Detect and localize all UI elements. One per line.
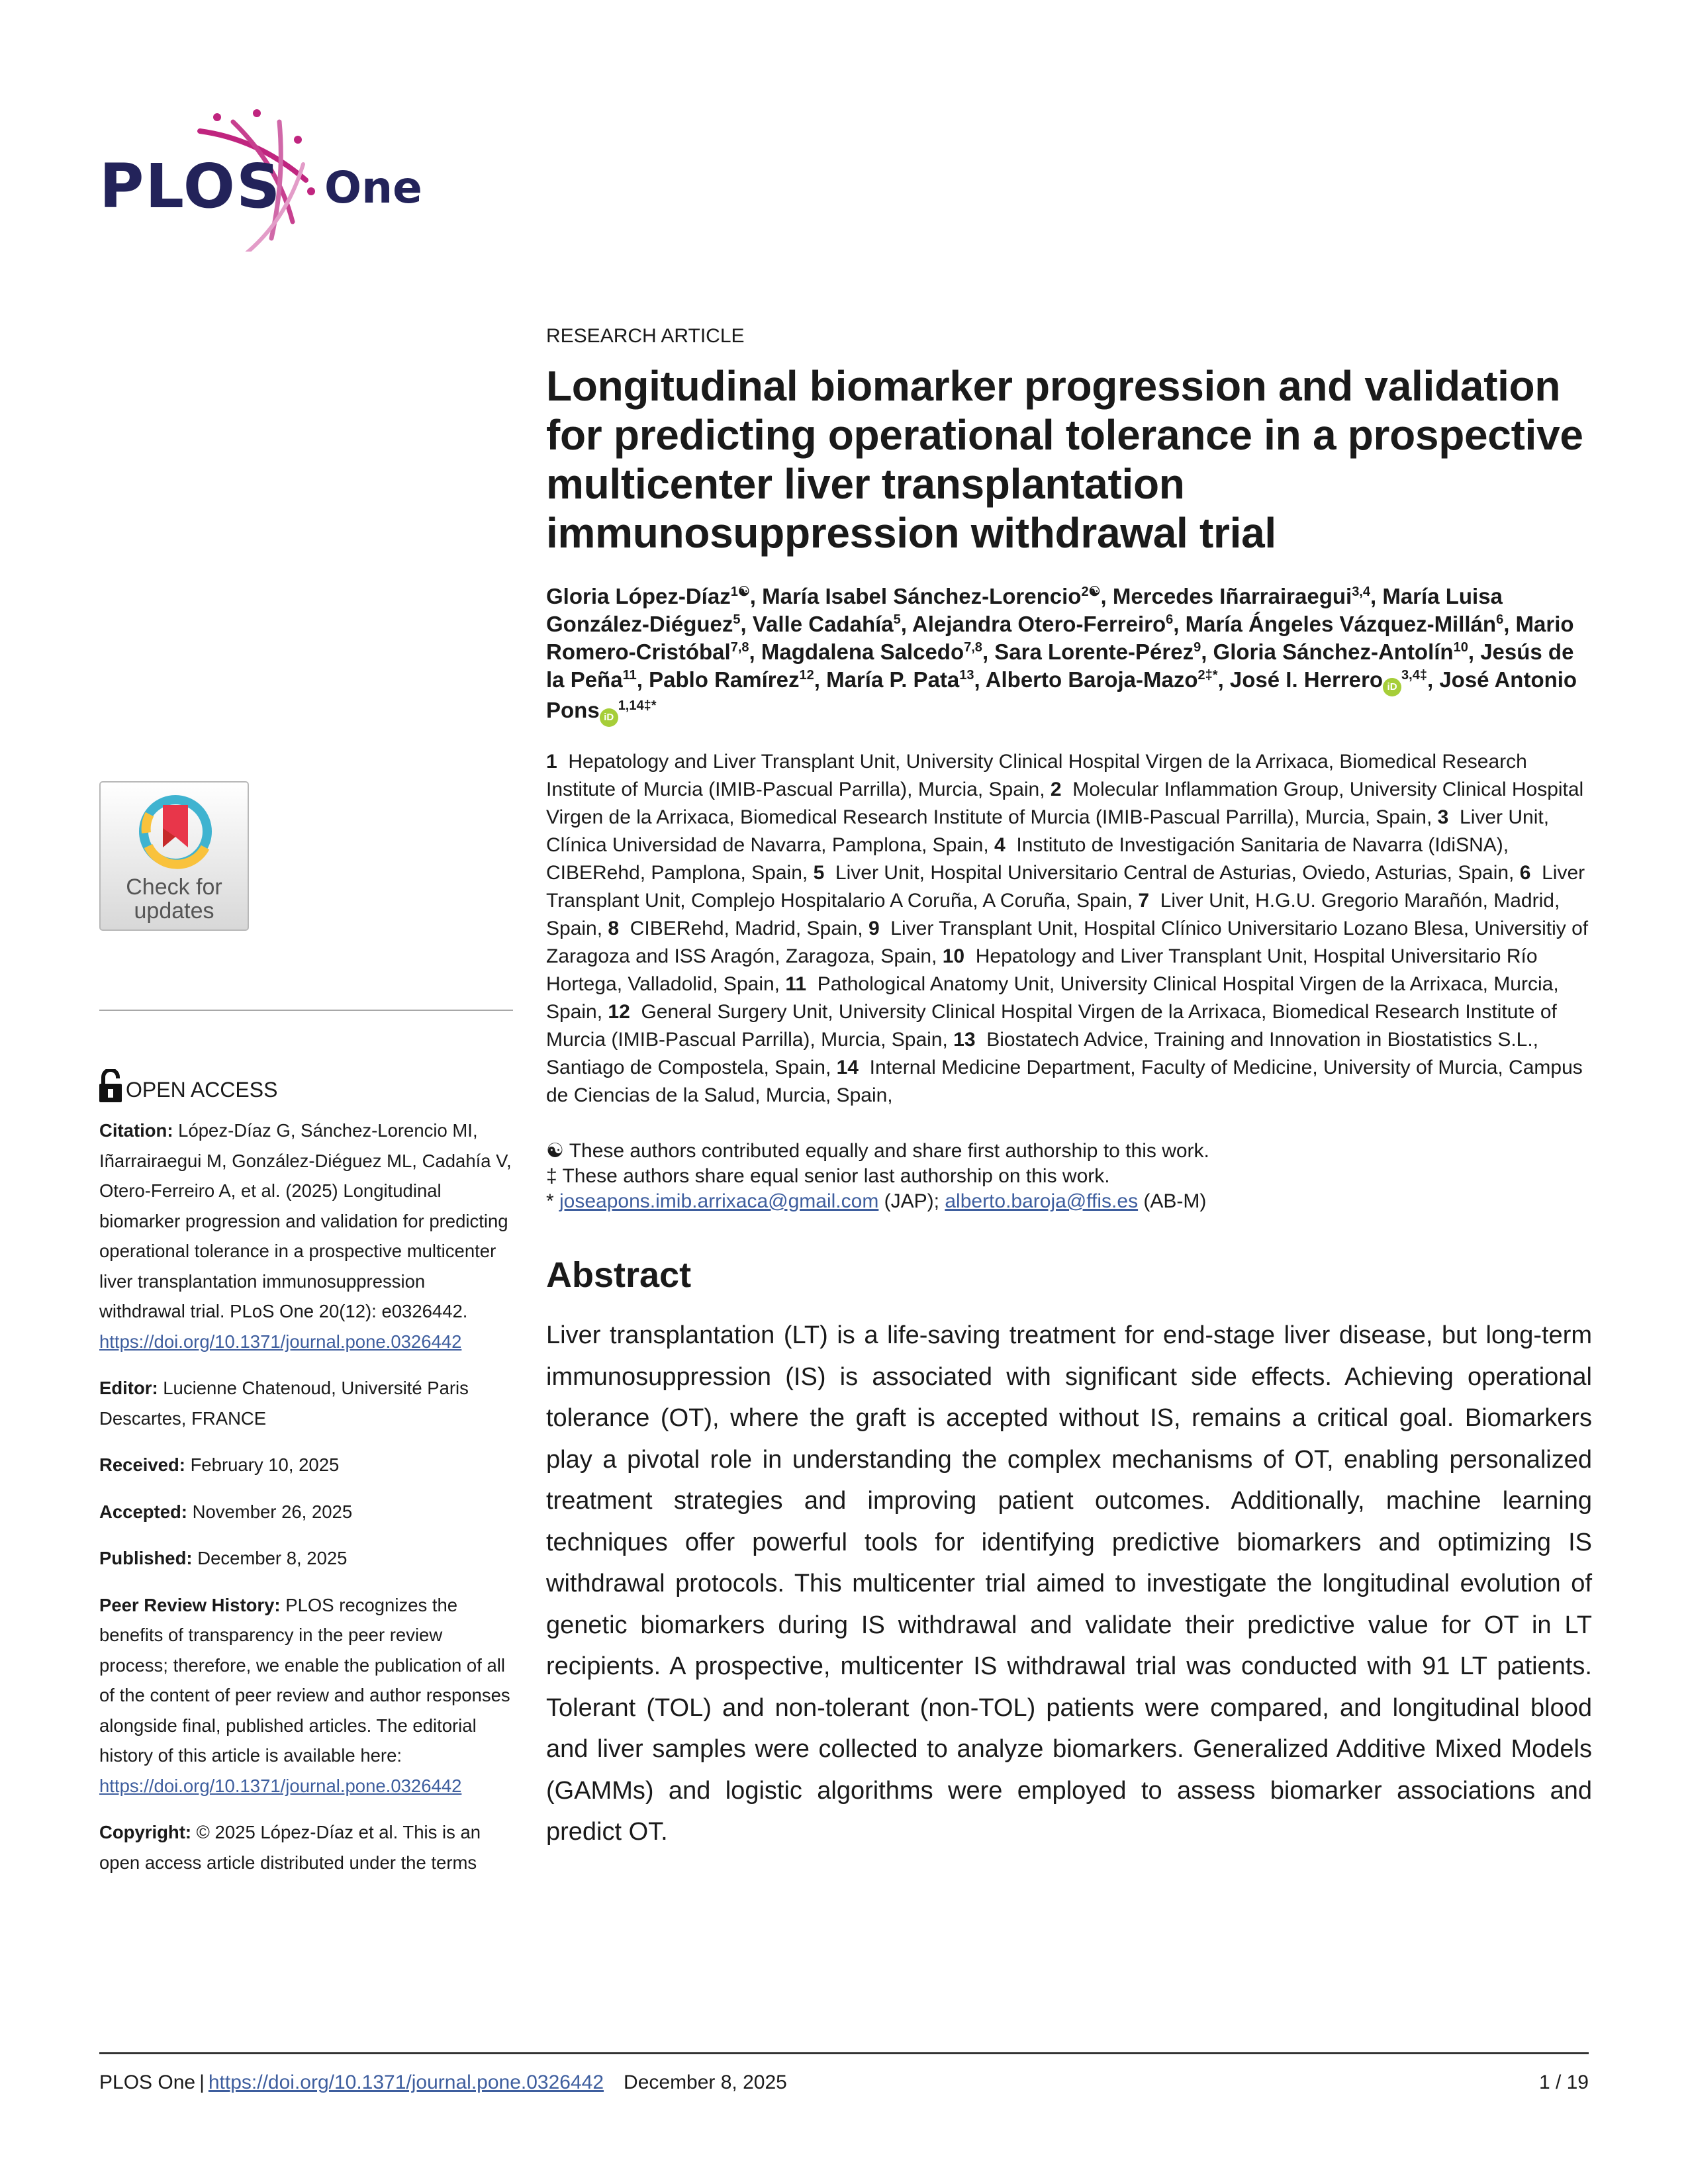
author-affiliation-marker: 7,8 bbox=[964, 640, 982, 655]
orcid-icon[interactable]: iD bbox=[1383, 678, 1401, 696]
affiliation-number: 3 bbox=[1437, 806, 1449, 828]
accepted-date: November 26, 2025 bbox=[187, 1501, 353, 1522]
affiliation-number: 4 bbox=[994, 834, 1006, 856]
open-access-label: OPEN ACCESS bbox=[126, 1078, 278, 1102]
author-name: Mercedes Iñarrairaegui bbox=[1112, 584, 1352, 608]
author-name: Alberto Baroja-Mazo bbox=[985, 667, 1198, 692]
affiliation-text: Biostatech Advice, Training and Innovation in Biostatistics S.L., Santiago de Compostela, Spain, bbox=[546, 1029, 1539, 1078]
author-affiliation-marker: 10 bbox=[1453, 640, 1468, 655]
author-affiliation-marker: 3,4 bbox=[1352, 585, 1370, 599]
affiliation-number: 10 bbox=[942, 945, 965, 967]
citation-label: Citation: bbox=[99, 1120, 173, 1141]
affiliation-text: Liver Unit, Clínica Universidad de Navarra, Pamplona, Spain, bbox=[546, 806, 1550, 856]
published-date: December 8, 2025 bbox=[192, 1548, 348, 1568]
article-metadata bbox=[99, 1116, 513, 1894]
affiliation-text: Liver Transplant Unit, Hospital Clínico Universitario Lozano Blesa, Universitiy of Zaragoza and ISS Aragón, Zaragoza, Spain, bbox=[546, 918, 1589, 967]
author-list: Gloria López-Díaz$^{1☯}$, María Isabel Sánchez-Lorencio$^{2☯}$, Mercedes Iñarrairaegui$^{3,4}$, María Luisa González-Diéguez$^5$, Valle Cadahía$^5$, Alejandra Otero-Ferreiro$^6$, María Ángeles Vázquez-Millán$^6$, Mario Romero-Cristóbal$^{7,8}$, Magdalena Salcedo$^{7,8}$, Sara Lorente-Pérez$^9$, Gloria Sánchez-Antolín$^{10}$, Jesús de la Peña$^{11}$, Pablo Ramírez$^{12}$, María P. Pata$^{13}$, Alberto Baroja-Mazo$^{2\ddagger*}$, José I. Herrero $iD^{3,4\ddagger}$, José Antonio Pons $iD^{1,14\ddagger*}$ bbox=[546, 583, 1592, 727]
author-affiliation-marker: 9 bbox=[1194, 640, 1201, 655]
author-affiliation-marker: 6 bbox=[1496, 612, 1504, 627]
affiliation-text: Internal Medicine Department, Faculty of Medicine, University of Murcia, Campus de Ciencias de la Salud, Murcia, Spain, bbox=[546, 1057, 1583, 1106]
author-name: José Antonio Pons bbox=[546, 667, 1577, 722]
peer-review-doi-link[interactable]: https://doi.org/10.1371/journal.pone.0326442 bbox=[99, 1775, 462, 1796]
open-access-badge bbox=[99, 1063, 277, 1102]
peer-review-label: Peer Review History: bbox=[99, 1594, 281, 1615]
affiliation-text: Liver Transplant Unit, Complejo Hospitalario A Coruña, A Coruña, Spain, bbox=[546, 862, 1585, 912]
email-initials-pons: (JAP); bbox=[878, 1190, 945, 1212]
peer-review-history bbox=[99, 1590, 513, 1801]
footer-divider bbox=[99, 2052, 1589, 2054]
corresponding-marker: * bbox=[546, 1190, 560, 1212]
author-name: María Isabel Sánchez-Lorencio bbox=[762, 584, 1082, 608]
affiliation-list bbox=[546, 748, 1592, 1110]
affiliation-text: General Surgery Unit, University Clinical Hospital Virgen de la Arrixaca, Biomedical Research Institute of Murcia (IMIB-Pascual Parrilla), Murcia, Spain, bbox=[546, 1001, 1557, 1051]
abstract-heading: Abstract bbox=[546, 1255, 692, 1295]
author-affiliation-marker: 12 bbox=[799, 668, 814, 683]
page-footer bbox=[99, 2071, 1589, 2095]
email-initials-baroja: (AB-M) bbox=[1138, 1190, 1207, 1212]
footer-journal: PLOS One bbox=[99, 2071, 196, 2093]
author-affiliation-marker: 2‡* bbox=[1197, 668, 1218, 683]
affiliation-text: CIBERehd, Madrid, Spain, bbox=[619, 918, 868, 939]
affiliation-number: 2 bbox=[1050, 779, 1062, 800]
affiliation-number: 6 bbox=[1519, 862, 1531, 884]
editor-text: Lucienne Chatenoud, Université Paris Descartes, FRANCE bbox=[99, 1378, 469, 1429]
affiliation-number: 11 bbox=[785, 973, 807, 995]
crossmark-label bbox=[101, 875, 248, 923]
editor bbox=[99, 1373, 513, 1433]
author-name: María P. Pata bbox=[826, 667, 960, 692]
affiliation-text: Instituto de Investigación Sanitaria de Navarra (IdiSNA), CIBERehd, Pamplona, Spain, bbox=[546, 834, 1509, 884]
affiliation-text: Pathological Anatomy Unit, University Clinical Hospital Virgen de la Arrixaca, Murcia, Spain, bbox=[546, 973, 1559, 1023]
affiliation-number: 5 bbox=[813, 862, 825, 884]
affiliation-text: Liver Unit, Hospital Universitario Central de Asturias, Oviedo, Asturias, Spain, bbox=[824, 862, 1520, 884]
author-affiliation-marker: 6 bbox=[1166, 612, 1174, 627]
author-affiliation-marker: 3,4‡ bbox=[1401, 668, 1427, 683]
sidebar-divider bbox=[99, 1010, 513, 1011]
email-link-baroja[interactable]: alberto.baroja@ffis.es bbox=[945, 1190, 1139, 1212]
accepted bbox=[99, 1497, 513, 1527]
affiliation-number: 8 bbox=[608, 918, 620, 939]
author-name: José I. Herrero bbox=[1229, 667, 1383, 692]
crossmark-icon bbox=[134, 792, 217, 871]
crossmark-label-line-1: Check for bbox=[126, 875, 222, 900]
author-name: Magdalena Salcedo bbox=[761, 640, 964, 664]
open-lock-icon bbox=[99, 1069, 122, 1102]
copyright-text: © 2025 López-Díaz et al. This is an open access article distributed under the terms bbox=[99, 1822, 481, 1873]
author-affiliation-marker: 13 bbox=[959, 668, 974, 683]
footer-separator: | bbox=[199, 2071, 205, 2093]
author-name: Gloria Sánchez-Antolín bbox=[1213, 640, 1454, 664]
affiliation-number: 13 bbox=[953, 1029, 976, 1051]
author-affiliation-marker: 7,8 bbox=[730, 640, 749, 655]
check-for-updates-badge[interactable] bbox=[99, 781, 249, 931]
affiliation-number: 9 bbox=[868, 918, 880, 939]
equal-first-note: ☯ These authors contributed equally and share first authorship to this work. bbox=[546, 1140, 1209, 1162]
author-name: Mario Romero-Cristóbal bbox=[546, 612, 1574, 664]
orcid-icon[interactable]: iD bbox=[600, 708, 618, 727]
author-affiliation-marker: 5 bbox=[893, 612, 901, 627]
published bbox=[99, 1543, 513, 1574]
main-column bbox=[546, 324, 1592, 1853]
author-name: Pablo Ramírez bbox=[649, 667, 800, 692]
received-date: February 10, 2025 bbox=[185, 1454, 340, 1475]
copyright bbox=[99, 1817, 513, 1877]
editor-label: Editor: bbox=[99, 1378, 158, 1398]
author-name: Alejandra Otero-Ferreiro bbox=[912, 612, 1166, 636]
equal-senior-note: ‡ These authors share equal senior last authorship on this work. bbox=[546, 1165, 1110, 1187]
plos-one-logo bbox=[99, 93, 430, 252]
citation-text: López-Díaz G, Sánchez-Lorencio MI, Iñarrairaegui M, González-Diéguez ML, Cadahía V, Otero-Ferreiro A, et al. (2025) Longitudinal biomarker progression and validation for predicting operational tolerance in a prospective multicenter liver transplantation immunosuppression withdrawal trial. PLoS One 20(12): e0326442. bbox=[99, 1120, 512, 1321]
copyright-label: Copyright: bbox=[99, 1822, 192, 1842]
author-name: Jesús de la Peña bbox=[546, 640, 1574, 692]
article-title: Longitudinal biomarker progression and validation for predicting operational tolerance in a prospective multicenter liver transplantation immunosuppression withdrawal trial bbox=[546, 362, 1583, 557]
author-name: María Ángeles Vázquez-Millán bbox=[1185, 612, 1497, 636]
affiliation-text: Liver Unit, H.G.U. Gregorio Marañón, Madrid, Spain, bbox=[546, 890, 1560, 939]
article-type: RESEARCH ARTICLE bbox=[546, 325, 745, 347]
author-notes bbox=[546, 1139, 1592, 1214]
logo-one-text: One bbox=[324, 162, 422, 213]
affiliation-number: 14 bbox=[836, 1057, 859, 1078]
abstract-text: Liver transplantation (LT) is a life-saving treatment for end-stage liver disease, but long-term immunosuppression (IS) is associated with significant side effects. Achieving operational tolerance (OT), where the graft is accepted without IS, remains a critical goal. Biomarkers play a pivotal role in understanding the complex mechanisms of OT, enabling personalized treatment strategies and improving patient outcomes. Additionally, machine learning techniques offer powerful tools for identifying predictive biomarkers and optimizing IS withdrawal protocols. This multicenter trial aimed to investigate the longitudinal evolution of genetic biomarkers during IS withdrawal and validate their predictive value for OT in LT recipients. A prospective, multicenter IS withdrawal trial was conducted with 91 LT patients. Tolerant (TOL) and non-tolerant (non-TOL) patients were compared, and longitudinal blood and liver samples were collected to analyze biomarkers. Generalized Additive Mixed Models (GAMMs) and logistic algorithms were employed to assess biomarker associations and predict OT. bbox=[546, 1321, 1592, 1846]
author-affiliation-marker: 1,14‡* bbox=[618, 698, 657, 713]
received-label: Received: bbox=[99, 1454, 185, 1475]
affiliation-number: 1 bbox=[546, 751, 557, 773]
author-affiliation-marker: 11 bbox=[622, 668, 637, 683]
peer-review-text: PLOS recognizes the benefits of transparency in the peer review process; therefore, we enable the publication of all of the content of peer review and author responses alongside final, published articles. The editorial history of this article is available here: bbox=[99, 1594, 510, 1766]
author-name: María Luisa González-Diéguez bbox=[546, 584, 1503, 636]
affiliation-text: Hepatology and Liver Transplant Unit, Hospital Universitario Río Hortega, Valladolid, Spain, bbox=[546, 945, 1538, 995]
affiliation-text: Molecular Inflammation Group, University Clinical Hospital Virgen de la Arrixaca, Biomedical Research Institute of Murcia (IMIB-Pascual Parrilla), Murcia, Spain, bbox=[546, 779, 1584, 828]
corresponding-note bbox=[546, 1189, 1592, 1214]
logo-plos-text: PLOS bbox=[99, 151, 282, 222]
author-name: Sara Lorente-Pérez bbox=[994, 640, 1194, 664]
email-link-pons[interactable]: joseapons.imib.arrixaca@gmail.com bbox=[559, 1190, 879, 1212]
author-affiliation-marker: 1☯ bbox=[730, 585, 750, 599]
citation bbox=[99, 1116, 513, 1356]
author-name: Gloria López-Díaz bbox=[546, 584, 731, 608]
citation-doi-link[interactable]: https://doi.org/10.1371/journal.pone.0326442 bbox=[99, 1331, 462, 1352]
published-label: Published: bbox=[99, 1548, 193, 1568]
affiliation-number: 7 bbox=[1138, 890, 1150, 912]
author-name: Valle Cadahía bbox=[752, 612, 894, 636]
author-affiliation-marker: 2☯ bbox=[1081, 585, 1101, 599]
footer-date: December 8, 2025 bbox=[624, 2071, 787, 2093]
page-number: 1 / 19 bbox=[1538, 2071, 1589, 2093]
affiliation-text: Hepatology and Liver Transplant Unit, University Clinical Hospital Virgen de la Arrixaca, Biomedical Research Institute of Murcia (IMIB-Pascual Parrilla), Murcia, Spain, bbox=[546, 751, 1527, 800]
author-affiliation-marker: 5 bbox=[733, 612, 741, 627]
footer-doi-link[interactable]: https://doi.org/10.1371/journal.pone.0326442 bbox=[208, 2071, 604, 2093]
crossmark-label-line-2: updates bbox=[134, 898, 214, 924]
accepted-label: Accepted: bbox=[99, 1501, 187, 1522]
affiliation-number: 12 bbox=[608, 1001, 630, 1023]
received bbox=[99, 1450, 513, 1480]
